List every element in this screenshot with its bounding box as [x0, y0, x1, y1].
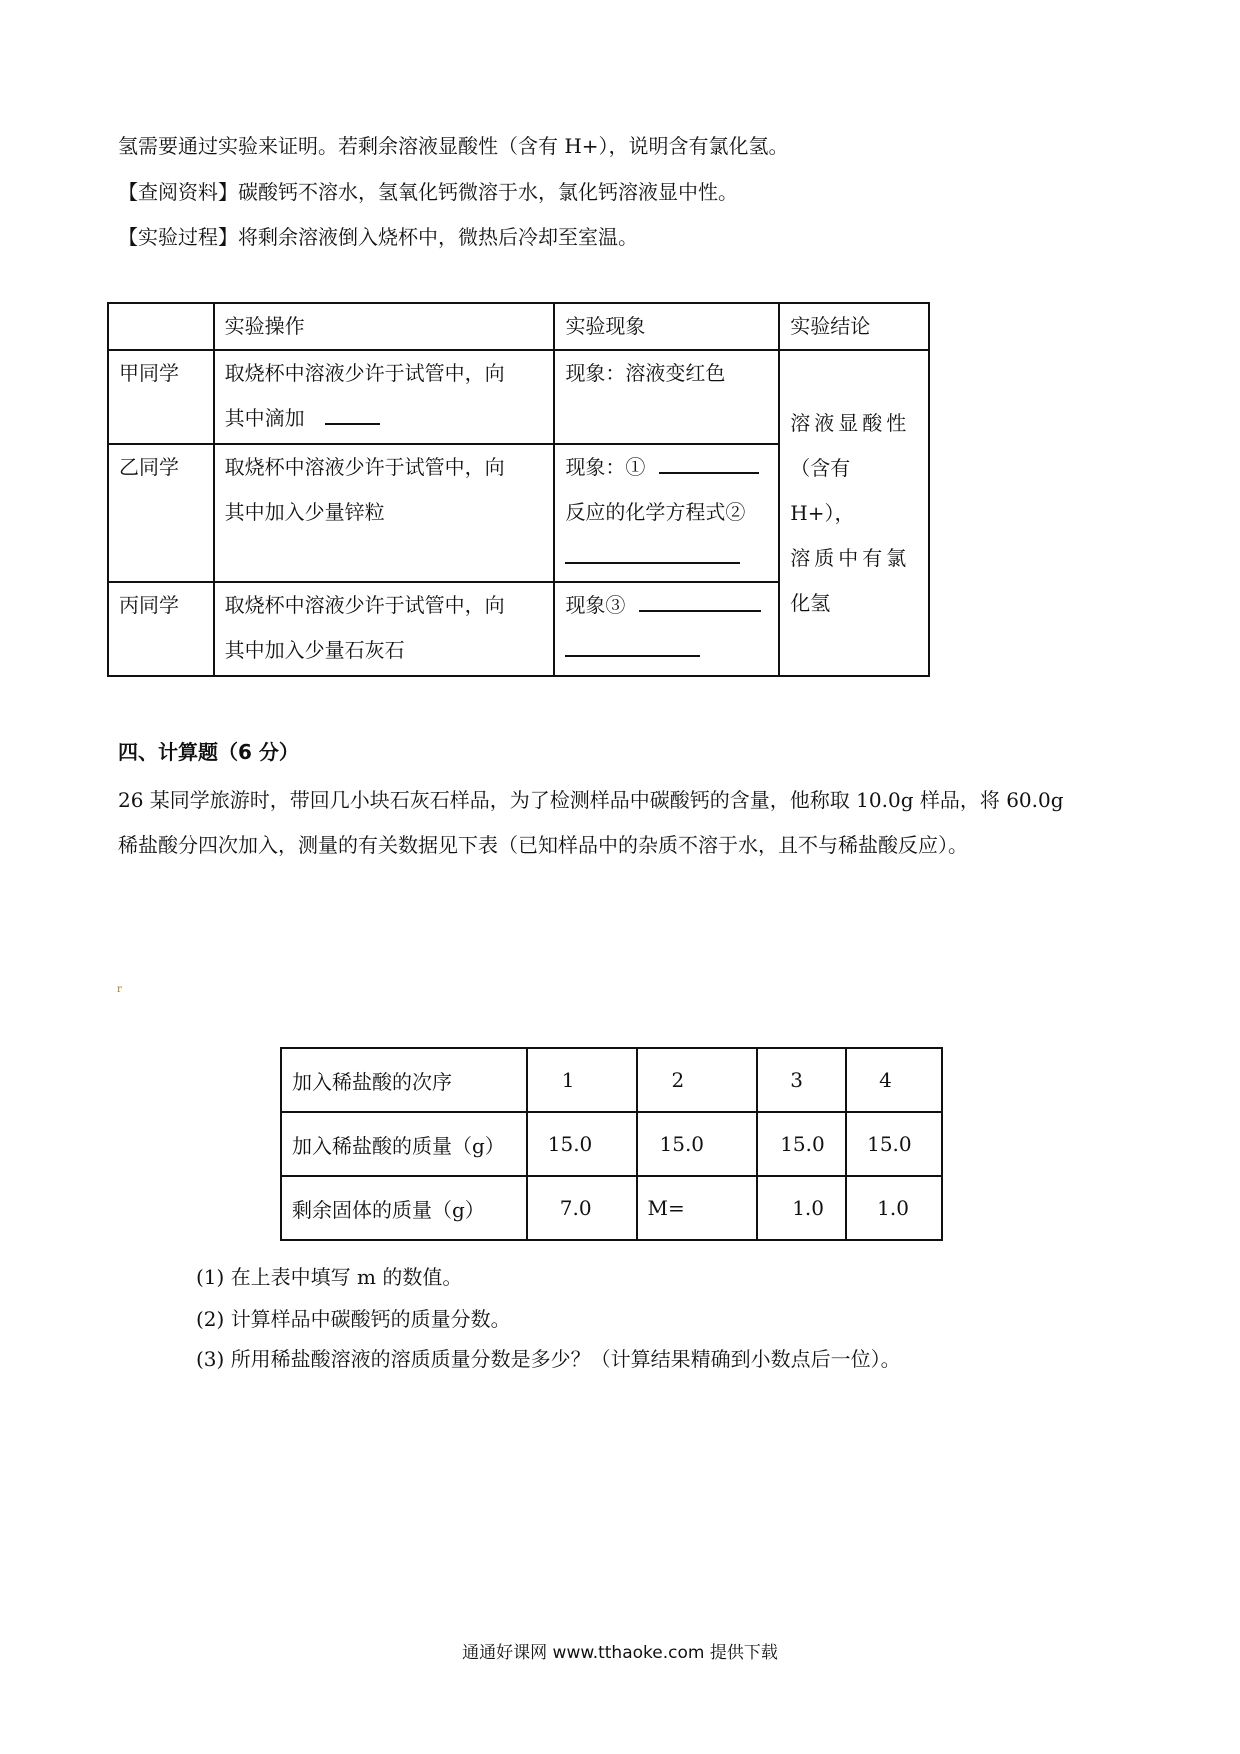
phenomenon-line-2: 反应的化学方程式② [565, 500, 746, 524]
data-cell: 1.0 [846, 1176, 942, 1240]
conclusion-line-2: （含有 H+）， [790, 455, 855, 525]
phenomenon-cell [554, 350, 779, 444]
phenomenon-line-1: 现象：溶液变红色 [565, 361, 726, 385]
operation-cell [214, 350, 555, 444]
intro-line-3: 【实验过程】将剩余溶液倒入烧杯中，微热后冷却至室温。 [118, 225, 638, 249]
data-table [280, 1047, 943, 1241]
conclusion-line-3: 溶质中有氯 [790, 545, 911, 570]
table-row [281, 1176, 942, 1240]
question-26-line-2: 稀盐酸分四次加入，测量的有关数据见下表（已知样品中的杂质不溶于水，且不与稀盐酸反应）。 [118, 833, 968, 857]
answer-blank [325, 405, 380, 425]
phenomenon-line-1 [565, 583, 768, 628]
phenomenon-text: 现象③ [565, 593, 626, 617]
conclusion-line-4: 化氢 [790, 590, 831, 615]
experiment-table [107, 302, 930, 677]
operation-line-1: 取烧杯中溶液少许于试管中，向 [224, 361, 505, 385]
data-cell: 3 [757, 1048, 846, 1112]
table-row [281, 1112, 942, 1176]
data-cell: 4 [846, 1048, 942, 1112]
intro-line-1: 氢需要通过实验来证明。若剩余溶液显酸性（含有 H+），说明含有氯化氢。 [118, 134, 789, 158]
answer-blank [639, 592, 761, 612]
data-cell: 15.0 [757, 1112, 846, 1176]
data-cell: 1.0 [757, 1176, 846, 1240]
row-label: 加入稀盐酸的质量（g） [281, 1112, 527, 1176]
sub-question-2: (2) 计算样品中碳酸钙的质量分数。 [196, 1307, 511, 1331]
conclusion-line-1: 溶液显酸性 [790, 410, 911, 435]
question-26-line-1: 26 某同学旅游时，带回几小块石灰石样品，为了检测样品中碳酸钙的含量，他称取 10.0g 样品，将 60.0g [118, 788, 1064, 812]
data-cell: 2 [637, 1048, 758, 1112]
row-label: 加入稀盐酸的次序 [281, 1048, 527, 1112]
data-cell: 15.0 [846, 1112, 942, 1176]
phenomenon-line-1 [565, 445, 768, 490]
phenomenon-text: 现象：① [565, 455, 646, 479]
sub-question-1: (1) 在上表中填写 m 的数值。 [196, 1265, 463, 1289]
operation-cell [214, 444, 555, 582]
data-cell: M= [637, 1176, 758, 1240]
header-cell-phenomenon: 实验现象 [554, 303, 779, 350]
operation-cell [214, 582, 555, 676]
answer-blank [565, 544, 740, 564]
operation-line-2: 其中加入少量锌粒 [224, 500, 385, 524]
answer-blank [565, 637, 700, 657]
stray-mark: r [117, 984, 122, 995]
table-row [281, 1048, 942, 1112]
section-4-title: 四、计算题（6 分） [118, 740, 299, 764]
header-cell-operation: 实验操作 [214, 303, 555, 350]
data-cell: 7.0 [527, 1176, 637, 1240]
student-cell: 丙同学 [108, 582, 214, 676]
data-cell: 1 [527, 1048, 637, 1112]
phenomenon-cell [554, 444, 779, 582]
operation-line-2: 其中加入少量石灰石 [224, 638, 405, 662]
operation-line-2 [225, 396, 544, 441]
data-cell: 15.0 [637, 1112, 758, 1176]
page-footer: 通通好课网 www.tthaoke.com 提供下载 [462, 1643, 778, 1663]
data-cell: 15.0 [527, 1112, 637, 1176]
operation-line-1: 取烧杯中溶液少许于试管中，向 [224, 455, 505, 479]
experiment-table-header [108, 303, 929, 350]
answer-blank [659, 454, 759, 474]
student-cell: 乙同学 [108, 444, 214, 582]
table-row [108, 350, 929, 444]
operation-text: 其中滴加 [224, 406, 305, 430]
phenomenon-line-2 [565, 628, 768, 673]
sub-question-3: (3) 所用稀盐酸溶液的溶质质量分数是多少？（计算结果精确到小数点后一位）。 [196, 1347, 901, 1371]
operation-line-1: 取烧杯中溶液少许于试管中，向 [224, 593, 505, 617]
intro-line-2: 【查阅资料】碳酸钙不溶水，氢氧化钙微溶于水，氯化钙溶液显中性。 [118, 180, 738, 204]
phenomenon-line-3 [565, 535, 768, 580]
row-label: 剩余固体的质量（g） [281, 1176, 527, 1240]
student-cell: 甲同学 [108, 350, 214, 444]
header-cell-conclusion: 实验结论 [779, 303, 929, 350]
phenomenon-cell [554, 582, 779, 676]
header-cell-blank [108, 303, 214, 350]
conclusion-cell [779, 350, 929, 676]
